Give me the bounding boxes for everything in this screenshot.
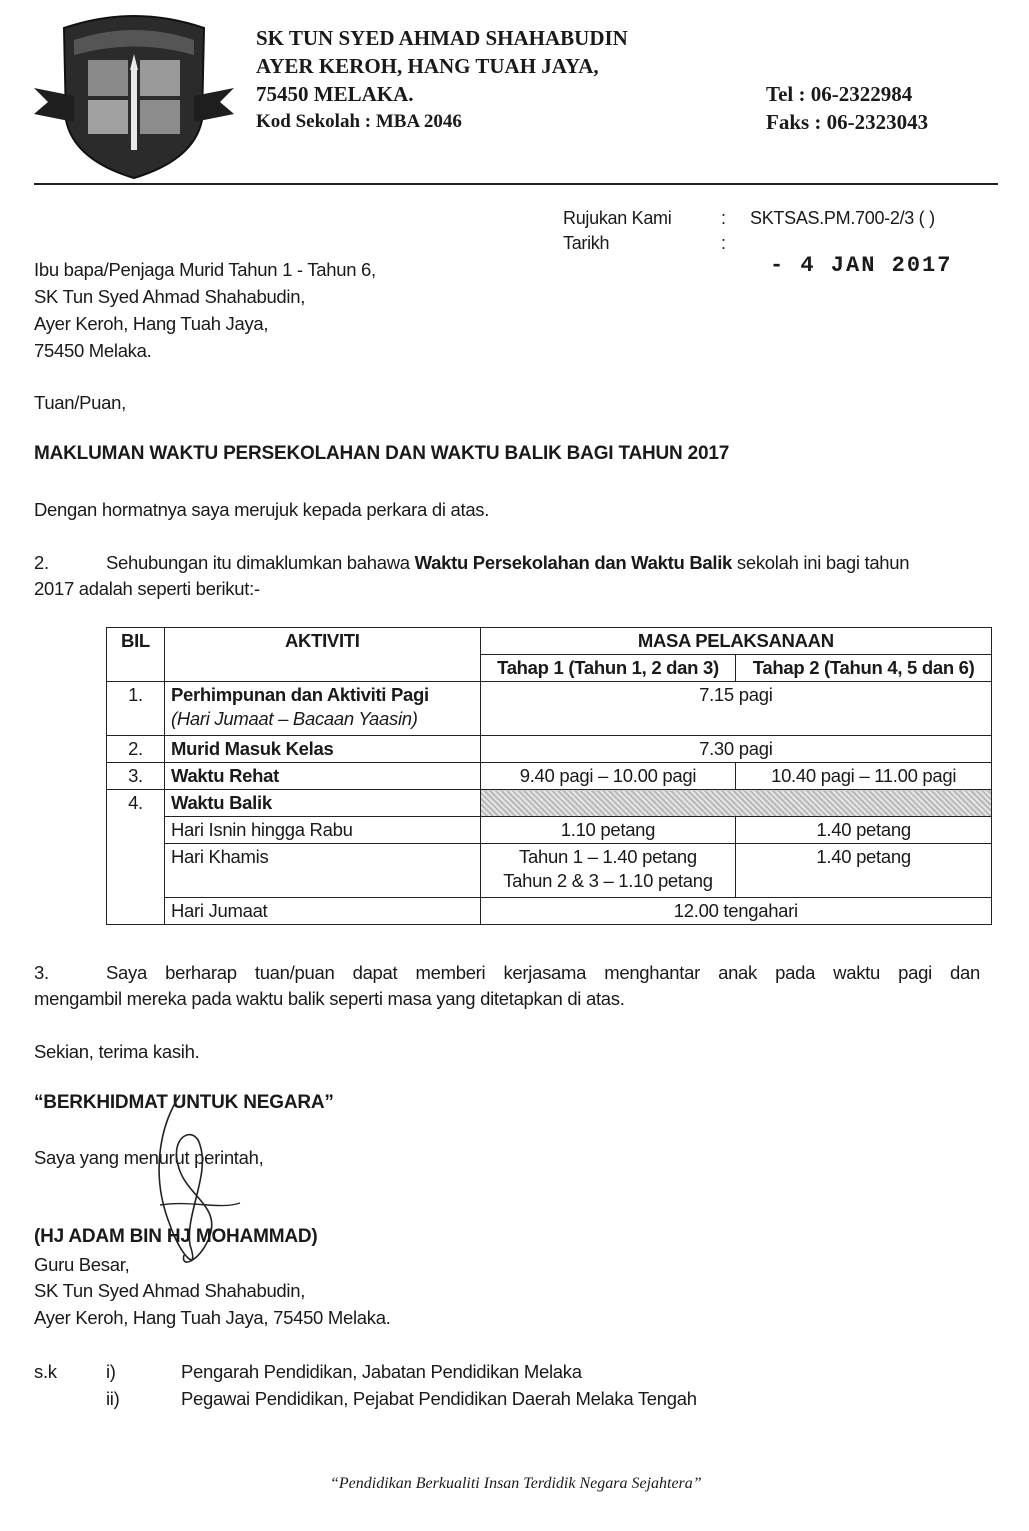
footer-motto: “Pendidikan Berkualiti Insan Terdidik Negara Sejahtera” bbox=[330, 1475, 702, 1492]
order-line: Saya yang menurut perintah, bbox=[34, 1147, 264, 1168]
table-header-row bbox=[107, 628, 992, 655]
row4b-time-tahap2: 1.40 petang bbox=[736, 844, 992, 898]
slogan: “BERKHIDMAT UNTUK NEGARA” bbox=[34, 1092, 334, 1113]
header-tahap2: Tahap 2 (Tahun 4, 5 dan 6) bbox=[736, 655, 992, 682]
paragraph-2-text-b: sekolah ini bagi tahun bbox=[732, 552, 910, 573]
row3-time-tahap2: 10.40 pagi – 11.00 pagi bbox=[736, 763, 992, 790]
row4b-time-tahap1-b: Tahun 2 & 3 – 1.10 petang bbox=[503, 870, 713, 891]
recipient-line4: 75450 Melaka. bbox=[34, 340, 152, 361]
school-crest-logo bbox=[34, 10, 234, 180]
row1-activity-note: (Hari Jumaat – Bacaan Yaasin) bbox=[170, 708, 418, 729]
school-name: SK TUN SYED AHMAD SHAHABUDIN bbox=[256, 26, 628, 50]
paragraph-3-number: 3. bbox=[34, 962, 49, 983]
paragraph-1: Dengan hormatnya saya merujuk kepada perkara di atas. bbox=[34, 499, 490, 520]
date-stamp: - 4 JAN 2017 bbox=[770, 253, 953, 278]
row2-activity: Murid Masuk Kelas bbox=[164, 736, 480, 763]
table-row bbox=[107, 736, 992, 763]
row4c-time: 12.00 tengahari bbox=[480, 898, 991, 925]
signature bbox=[140, 1085, 260, 1285]
row1-time: 7.15 pagi bbox=[480, 682, 991, 736]
school-code: Kod Sekolah : MBA 2046 bbox=[256, 111, 462, 132]
cc-item-i-text: Pengarah Pendidikan, Jabatan Pendidikan Melaka bbox=[181, 1361, 582, 1382]
row4-bil: 4. bbox=[107, 790, 165, 925]
cc-item-ii-text: Pegawai Pendidikan, Pejabat Pendidikan Daerah Melaka Tengah bbox=[181, 1388, 697, 1409]
header-divider bbox=[34, 183, 998, 185]
row4b-time-tahap1 bbox=[480, 844, 736, 898]
row2-bil: 2. bbox=[107, 736, 165, 763]
row3-activity: Waktu Rehat bbox=[164, 763, 480, 790]
cc-item-i-number: i) bbox=[106, 1361, 116, 1382]
paragraph-2-number: 2. bbox=[34, 552, 49, 573]
header-bil: BIL bbox=[107, 628, 165, 682]
paragraph-2-text-bold: Waktu Persekolahan dan Waktu Balik bbox=[414, 552, 733, 573]
table-row bbox=[107, 817, 992, 844]
header-tahap1: Tahap 1 (Tahun 1, 2 dan 3) bbox=[480, 655, 736, 682]
row3-time-tahap1: 9.40 pagi – 10.00 pagi bbox=[480, 763, 736, 790]
row1-bil: 1. bbox=[107, 682, 165, 736]
table-row bbox=[107, 844, 992, 898]
table-row bbox=[107, 763, 992, 790]
table-row bbox=[107, 682, 992, 736]
header-masa: MASA PELAKSANAAN bbox=[480, 628, 991, 655]
ref-label: Rujukan Kami bbox=[563, 208, 672, 228]
salutation: Tuan/Puan, bbox=[34, 392, 126, 413]
paragraph-2-line2: 2017 adalah seperti berikut:- bbox=[34, 578, 260, 599]
date-colon: : bbox=[721, 233, 726, 253]
row4a-time-tahap1: 1.10 petang bbox=[480, 817, 736, 844]
cc-label: s.k bbox=[34, 1361, 57, 1382]
row3-bil: 3. bbox=[107, 763, 165, 790]
row1-activity bbox=[164, 682, 480, 736]
header-aktiviti: AKTIVITI bbox=[164, 628, 480, 682]
row4-shaded-cell bbox=[480, 790, 991, 817]
school-address-line2: 75450 MELAKA. bbox=[256, 82, 414, 106]
telephone: Tel : 06-2322984 bbox=[766, 82, 913, 106]
schedule-table bbox=[106, 627, 992, 925]
school-address-line1: AYER KEROH, HANG TUAH JAYA, bbox=[256, 54, 599, 78]
ref-colon: : bbox=[721, 208, 726, 228]
table-row bbox=[107, 790, 992, 817]
closing: Sekian, terima kasih. bbox=[34, 1041, 200, 1062]
row4-activity: Waktu Balik bbox=[164, 790, 480, 817]
row2-time: 7.30 pagi bbox=[480, 736, 991, 763]
fax: Faks : 06-2323043 bbox=[766, 110, 929, 134]
recipient-line2: SK Tun Syed Ahmad Shahabudin, bbox=[34, 286, 306, 307]
signatory-title: Guru Besar, bbox=[34, 1254, 130, 1275]
row4c-activity: Hari Jumaat bbox=[164, 898, 480, 925]
ref-value: SKTSAS.PM.700-2/3 ( ) bbox=[750, 208, 935, 228]
letter-subject: MAKLUMAN WAKTU PERSEKOLAHAN DAN WAKTU BALIK BAGI TAHUN 2017 bbox=[34, 443, 730, 464]
row4a-activity: Hari Isnin hingga Rabu bbox=[164, 817, 480, 844]
row4b-activity: Hari Khamis bbox=[164, 844, 480, 898]
paragraph-3-line1: Saya berharap tuan/puan dapat memberi kerjasama menghantar anak pada waktu pagi dan bbox=[106, 962, 980, 983]
signatory-address: Ayer Keroh, Hang Tuah Jaya, 75450 Melaka. bbox=[34, 1307, 391, 1328]
paragraph-2-line1 bbox=[106, 550, 909, 575]
row4b-time-tahap1-a: Tahun 1 – 1.40 petang bbox=[519, 846, 697, 867]
row4a-time-tahap2: 1.40 petang bbox=[736, 817, 992, 844]
signatory-name: (HJ ADAM BIN HJ MOHAMMAD) bbox=[34, 1226, 318, 1247]
paragraph-3-line2: mengambil mereka pada waktu balik seperti masa yang ditetapkan di atas. bbox=[34, 988, 625, 1009]
row1-activity-label: Perhimpunan dan Aktiviti Pagi bbox=[170, 684, 429, 705]
signatory-org: SK Tun Syed Ahmad Shahabudin, bbox=[34, 1280, 306, 1301]
cc-item-ii-number: ii) bbox=[106, 1388, 120, 1409]
recipient-line3: Ayer Keroh, Hang Tuah Jaya, bbox=[34, 313, 269, 334]
paragraph-2-text-a: Sehubungan itu dimaklumkan bahawa bbox=[106, 552, 415, 573]
recipient-line1: Ibu bapa/Penjaga Murid Tahun 1 - Tahun 6, bbox=[34, 259, 376, 280]
table-row bbox=[107, 898, 992, 925]
date-label: Tarikh bbox=[563, 233, 610, 253]
